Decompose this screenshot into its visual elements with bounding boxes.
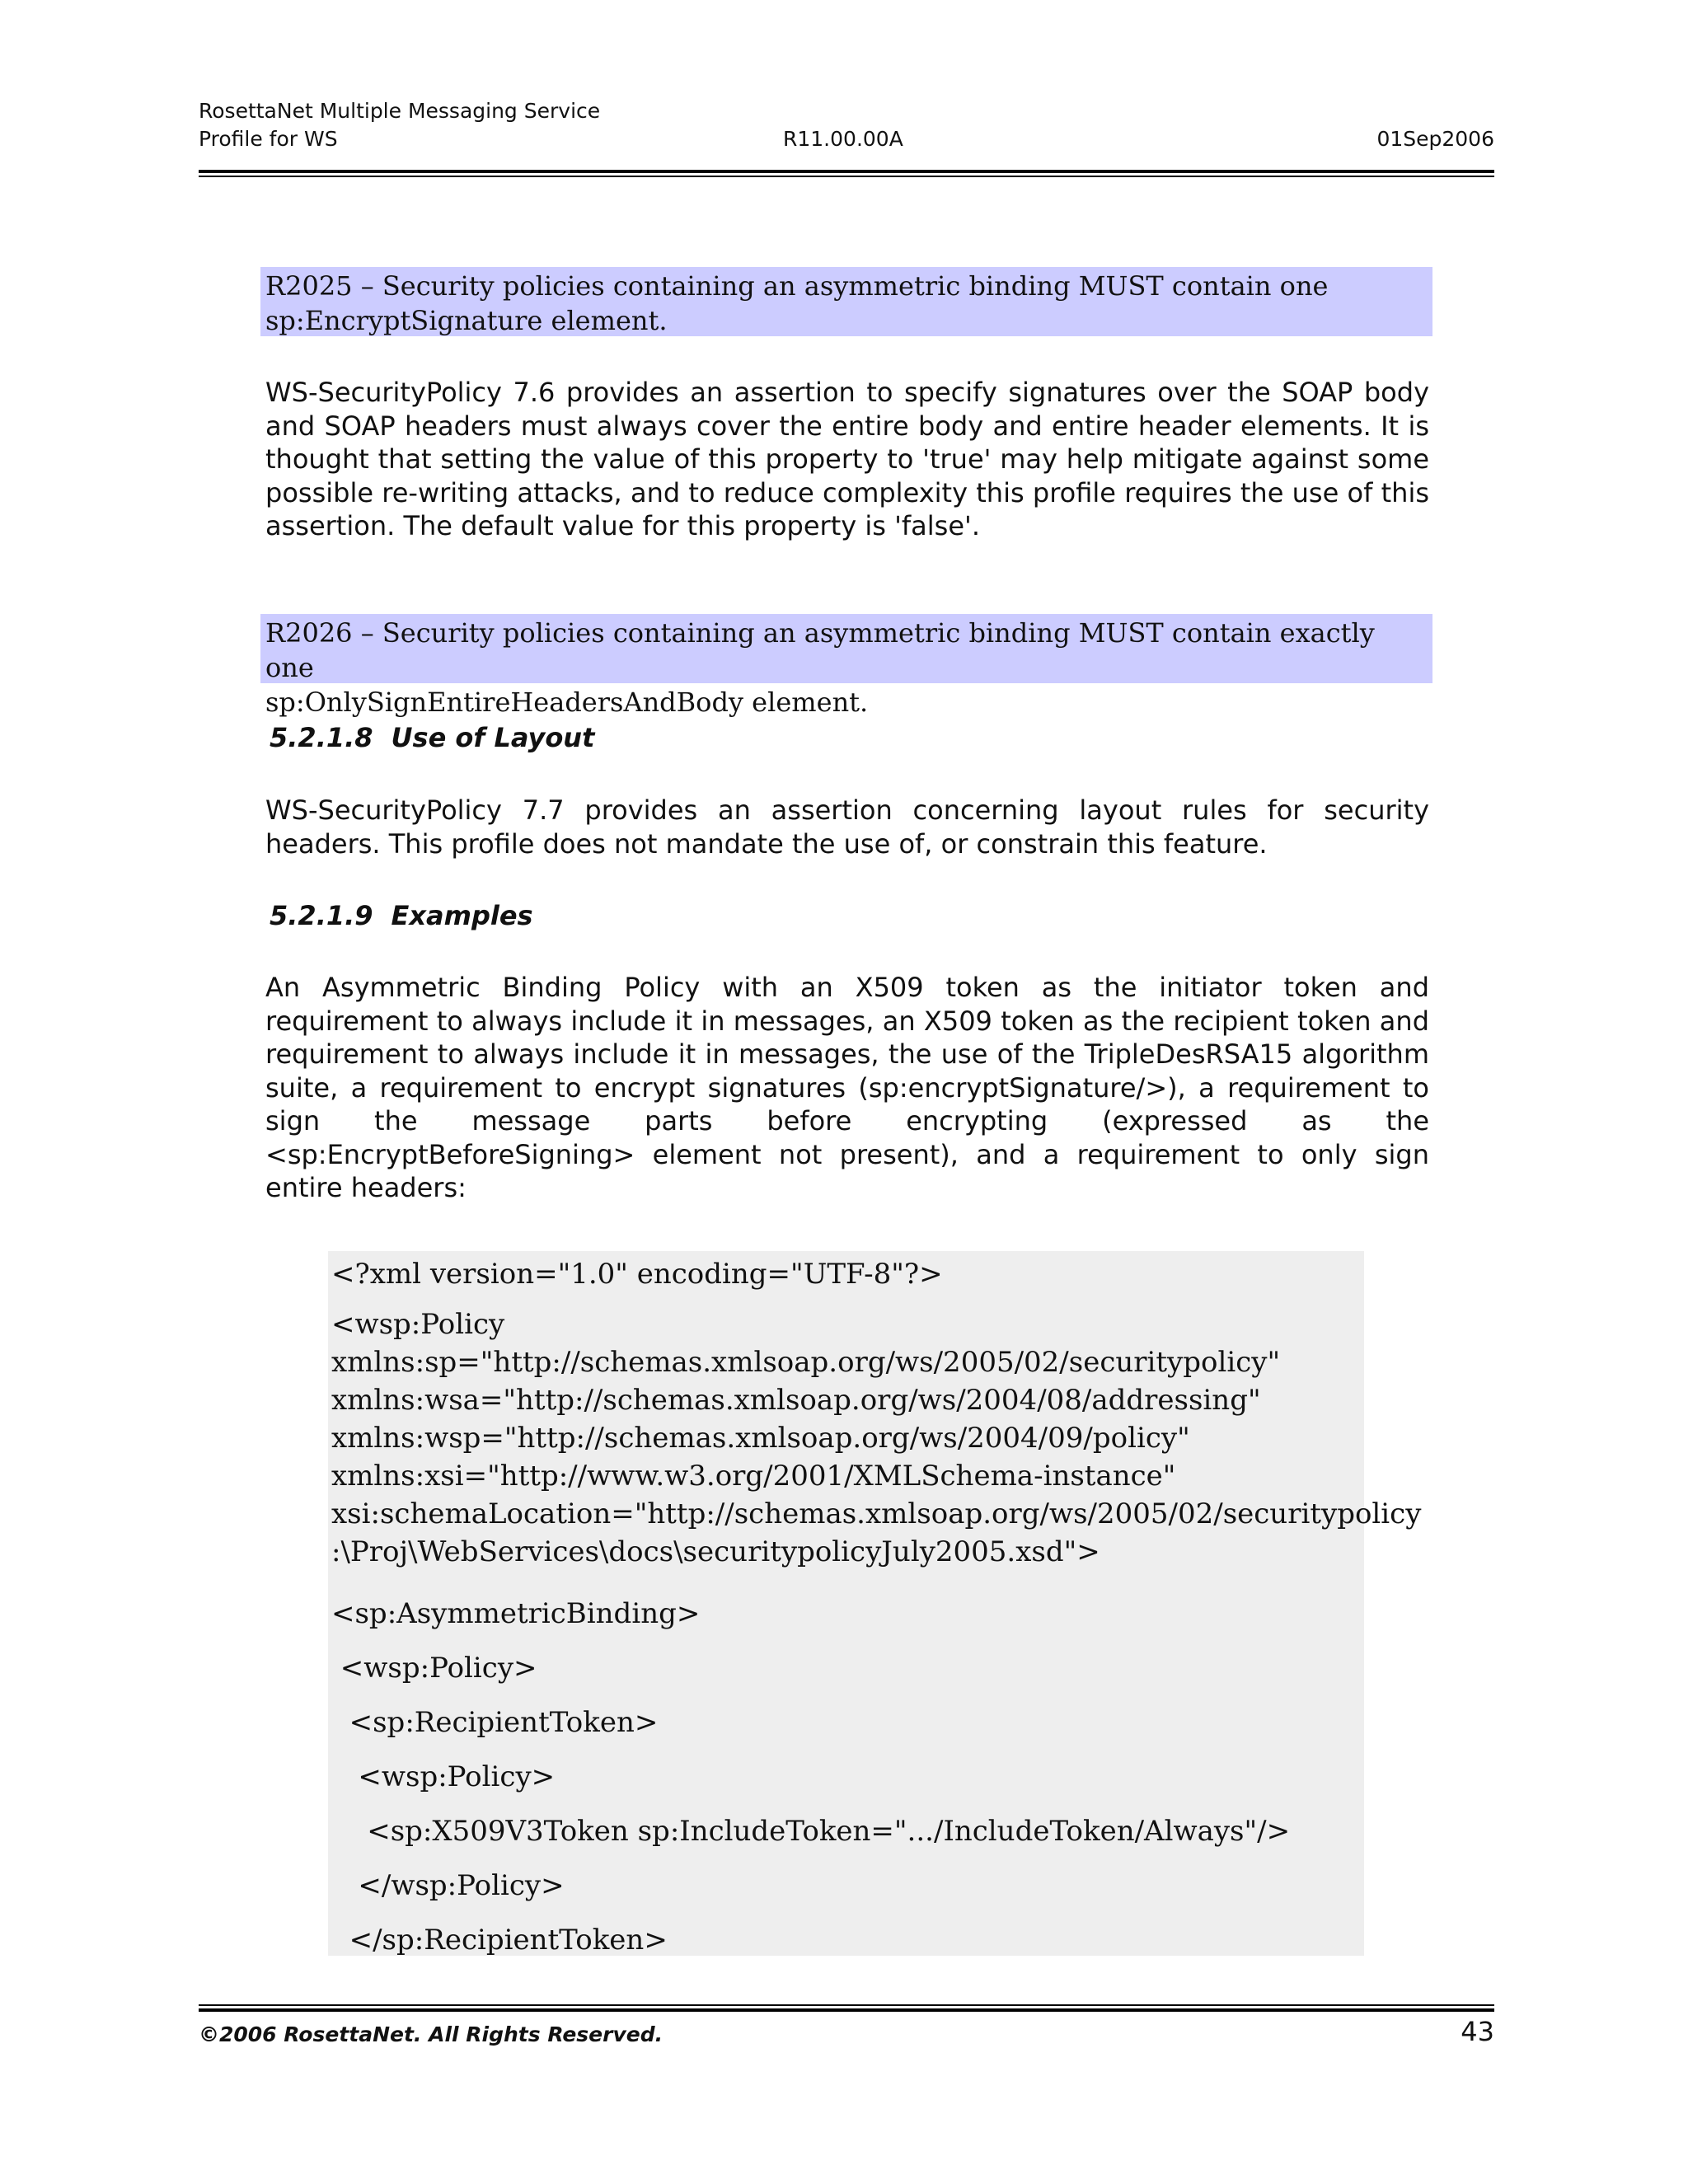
code-xml-declaration: <?xml version="1.0" encoding="UTF-8"?> (331, 1258, 943, 1291)
section-title: Use of Layout (391, 722, 595, 753)
requirement-r2026 (260, 614, 1432, 718)
requirement-r2025-line1: R2025 – Security policies containing an asymmetric binding MUST contain one (265, 270, 1329, 302)
code-line: </sp:RecipientToken> (331, 1924, 668, 1957)
footer-copyright: ©2006 RosettaNet. All Rights Reserved. (199, 2022, 663, 2046)
code-line: xmlns:sp="http://schemas.xmlsoap.org/ws/2005/02/securitypolicy" (331, 1346, 1281, 1379)
code-line: :\Proj\WebServices\docs\securitypolicyJuly2005.xsd"> (331, 1535, 1100, 1568)
paragraph-example-description: An Asymmetric Binding Policy with an X509 token as the initiator token and requirement to always include it in messages, an X509 token as the recipient token and requirement to always include it in messages, the use of the TripleDesRSA15 algorithm suite, a requirement to encrypt signatures (sp:encryptSignature/>), a requirement to sign the message parts before encrypting (expressed as the <sp:EncryptBeforeSigning> element not present), and a requirement to only sign entire headers: (265, 972, 1429, 1203)
section-title: Examples (391, 900, 533, 931)
code-line: <wsp:Policy> (331, 1652, 537, 1685)
code-policy-element (331, 1305, 1421, 1571)
requirement-r2025-line2: sp:EncryptSignature element. (265, 305, 668, 336)
code-line: xmlns:wsp="http://schemas.xmlsoap.org/ws/2004/09/policy" (331, 1422, 1190, 1455)
code-line: <sp:RecipientToken> (331, 1706, 659, 1739)
section-number: 5.2.1.9 (270, 900, 373, 931)
header-version: R11.00.00A (783, 127, 903, 151)
requirement-r2025 (260, 267, 1432, 336)
footer-rule-thin (199, 2004, 1494, 2006)
page-number: 43 (1461, 2016, 1494, 2047)
section-heading-use-of-layout (270, 722, 594, 753)
header-date: 01Sep2006 (1376, 127, 1494, 151)
code-line: <sp:AsymmetricBinding> (331, 1597, 701, 1630)
requirement-r2026-line2: sp:OnlySignEntireHeadersAndBody element. (265, 687, 869, 718)
code-line: <wsp:Policy (331, 1308, 505, 1341)
code-line: <wsp:Policy> (331, 1760, 556, 1793)
code-line: xmlns:wsa="http://schemas.xmlsoap.org/ws/2004/08/addressing" (331, 1384, 1261, 1417)
section-heading-examples (270, 900, 533, 931)
header-title: RosettaNet Multiple Messaging Service (199, 99, 601, 123)
paragraph-sign-entire-headers: WS-SecurityPolicy 7.6 provides an assertion to specify signatures over the SOAP body and SOAP headers must always cover the entire body and entire header elements. It is thought that setting the value of this property to 'true' may help mitigate against some possible re-writing attacks, and to reduce complexity this profile requires the use of this assertion. The default value for this property is 'false'. (265, 377, 1429, 541)
header-meta (199, 127, 1494, 153)
section-number: 5.2.1.8 (270, 722, 373, 753)
code-example (328, 1251, 1422, 1957)
code-line: xmlns:xsi="http://www.w3.org/2001/XMLSchema-instance" (331, 1460, 1176, 1493)
code-line: xsi:schemaLocation="http://schemas.xmlsoap.org/ws/2005/02/securitypolicy (331, 1497, 1422, 1530)
footer-rule-thick (199, 2008, 1494, 2012)
header-profile: Profile for WS (199, 127, 338, 151)
paragraph-layout: WS-SecurityPolicy 7.7 provides an assertion concerning layout rules for security headers. This profile does not mandate the use of, or constrain this feature. (265, 794, 1429, 860)
code-line: <sp:X509V3Token sp:IncludeToken=".../IncludeToken/Always"/> (331, 1815, 1291, 1848)
code-line: </wsp:Policy> (331, 1869, 565, 1902)
header-rule-thin (199, 176, 1494, 177)
requirement-r2026-line1: R2026 – Security policies containing an asymmetric binding MUST contain exactly one (265, 617, 1375, 683)
header-rule-thick (199, 170, 1494, 173)
